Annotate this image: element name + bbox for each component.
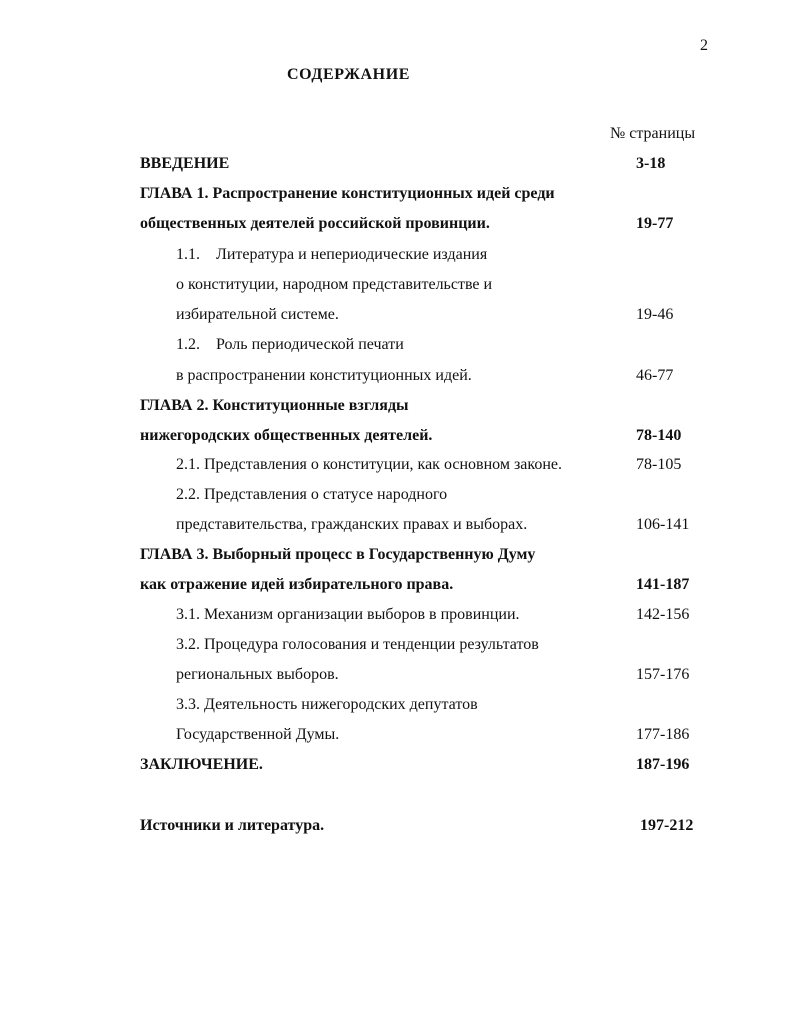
toc-page-section-1-2: 46-77	[636, 367, 674, 384]
toc-entry-chapter-2-line-2: нижегородских общественных деятелей.	[140, 427, 433, 444]
toc-entry-section-2-2-line-2: представительства, гражданских правах и выборах.	[176, 516, 528, 533]
toc-page-chapter-2: 78-140	[636, 427, 682, 444]
toc-entry-introduction: ВВЕДЕНИЕ	[140, 155, 230, 172]
toc-page-conclusion: 187-196	[636, 756, 690, 773]
toc-page-chapter-3: 141-187	[636, 576, 690, 593]
toc-entry-section-1-1-line-2: о конституции, народном представительстве и	[176, 276, 493, 293]
toc-page-section-3-3: 177-186	[636, 726, 690, 743]
toc-page-section-1-1: 19-46	[636, 306, 674, 323]
toc-page-sources: 197-212	[640, 817, 694, 834]
page-title: СОДЕРЖАНИЕ	[287, 66, 411, 83]
toc-page-section-2-1: 78-105	[636, 456, 682, 473]
toc-page-introduction: 3-18	[636, 155, 666, 172]
toc-page-section-3-2: 157-176	[636, 666, 690, 683]
toc-entry-section-2-1: 2.1. Представления о конституции, как основном законе.	[176, 456, 562, 473]
toc-entry-section-1-2-line-2: в распространении конституционных идей.	[176, 367, 472, 384]
toc-entry-sources: Источники и литература.	[140, 817, 325, 834]
toc-entry-conclusion: ЗАКЛЮЧЕНИЕ.	[140, 756, 263, 773]
toc-entry-chapter-1-line-2: общественных деятелей российской провинции.	[140, 215, 490, 232]
toc-entry-chapter-2-line-1: ГЛАВА 2. Конституционные взгляды	[140, 397, 409, 414]
toc-entry-section-3-3-line-2: Государственной Думы.	[176, 726, 340, 743]
toc-entry-section-1-1-line-3: избирательной системе.	[176, 306, 339, 323]
toc-entry-chapter-3-line-1: ГЛАВА 3. Выборный процесс в Государственную Думу	[140, 546, 536, 563]
toc-entry-section-2-2-line-1: 2.2. Представления о статусе народного	[176, 486, 448, 503]
toc-entry-section-1-2-line-1: 1.2. Роль периодической печати	[176, 336, 404, 353]
toc-page-chapter-1: 19-77	[636, 215, 674, 232]
toc-entry-section-3-1: 3.1. Механизм организации выборов в провинции.	[176, 606, 520, 623]
toc-entry-section-3-3-line-1: 3.3. Деятельность нижегородских депутатов	[176, 696, 478, 713]
toc-entry-chapter-3-line-2: как отражение идей избирательного права.	[140, 576, 454, 593]
page-column-header: № страницы	[610, 125, 696, 142]
toc-entry-section-3-2-line-1: 3.2. Процедура голосования и тенденции результатов	[176, 636, 539, 653]
toc-entry-section-3-2-line-2: региональных выборов.	[176, 666, 339, 683]
toc-page-section-3-1: 142-156	[636, 606, 690, 623]
page-number: 2	[700, 37, 708, 54]
toc-page-section-2-2: 106-141	[636, 516, 690, 533]
toc-entry-section-1-1-line-1: 1.1. Литература и непериодические издания	[176, 246, 488, 263]
toc-entry-chapter-1-line-1: ГЛАВА 1. Распространение конституционных идей среди	[140, 185, 555, 202]
